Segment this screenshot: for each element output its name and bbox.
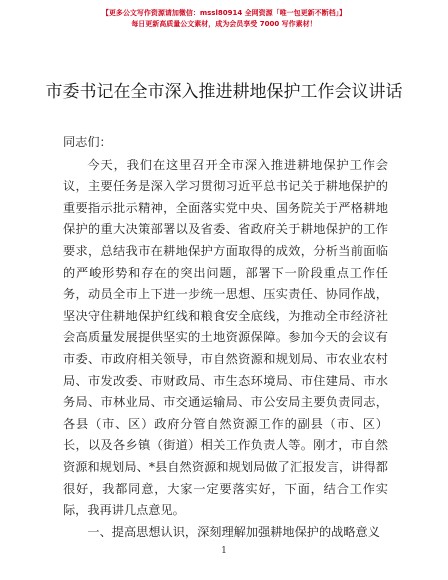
- page-number: 1: [221, 546, 227, 556]
- document-title: 市委书记在全市深入推进耕地保护工作会议讲话: [45, 82, 403, 102]
- section-heading-1: 一、提高思想认识，深刻理解加强耕地保护的战略意义: [87, 524, 380, 539]
- document-body: [63, 132, 388, 543]
- salutation: 同志们：: [63, 135, 112, 149]
- paragraph-opening: 今天，我们在这里召开全市深入推进耕地保护工作会议，主要任务是深入学习贯彻习近平总书记关于耕地保护的重要指示批示精神，全面落实党中央、国务院关于严格耕地保护的重大决策部署以及省委、省政府关于耕地保护的工作要求，总结我市在耕地保护方面取得的成效，分析当前面临的严峻形势和存在的突出问题，部署下一阶段重点工作任务，动员全市上下进一步统一思想、压实责任、协同作战，坚决守住耕地保护红线和粮食安全底线，为推动全市经济社会高质量发展提供坚实的土地资源保障。参加今天的会议有市委、市政府相关领导，市自然资源和规划局、市农业农村局、市发改委、市财政局、市生态环境局、市住建局、市水务局、市林业局、市交通运输局、市公安局主要负责同志，各县（市、区）政府分管自然资源工作的副县（市、区）长，以及各乡镇（街道）相关工作负责人等。刚才，市自然资源和规划局、*县自然资源和规划局做了汇报发言，讲得都很好，我都同意，大家一定要落实好，下面，结合工作实际，我再讲几点意见。: [63, 157, 388, 518]
- promo-banner-line-1: 【更多公文写作资源请加微信：mssl80914 全网资源「唯一包更新不断档」】: [101, 9, 347, 17]
- promo-banner-line-2: 每日更新高质量公文素材，成为会员享受 7000 写作素材！: [131, 20, 317, 28]
